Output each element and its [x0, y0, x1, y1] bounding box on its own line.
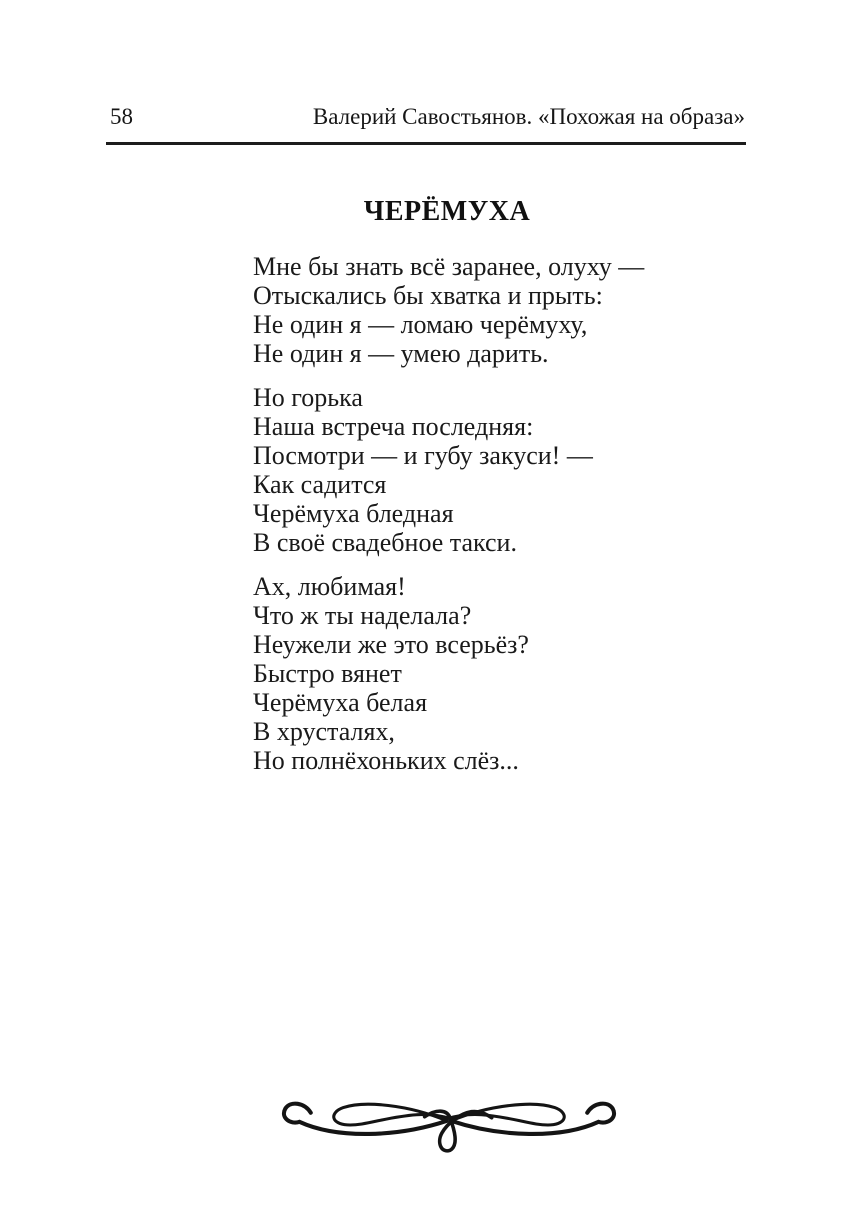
- poem-line: Как садится: [253, 470, 387, 499]
- poem-line: Не один я — умею дарить.: [253, 339, 549, 368]
- poem-line: Но полнёхоньких слёз...: [253, 746, 519, 775]
- poem-line: Не один я — ломаю черёмуху,: [253, 310, 588, 339]
- poem-line: Черёмуха бледная: [253, 499, 454, 528]
- flourish-ornament-icon: [266, 1090, 632, 1172]
- poem-line: Мне бы знать всё заранее, олуху —: [253, 252, 645, 281]
- poem-line: Наша встреча последняя:: [253, 412, 534, 441]
- poem-line: Быстро вянет: [253, 659, 402, 688]
- stanza-2: [253, 383, 644, 557]
- poem-line: Неужели же это всерьёз?: [253, 630, 529, 659]
- poem-line: Отыскались бы хватка и прыть:: [253, 281, 603, 310]
- stanza-1: [253, 252, 644, 368]
- page-number: 58: [110, 104, 133, 129]
- header-rule: [106, 142, 746, 145]
- poem-body: [253, 252, 644, 790]
- running-title: Валерий Савостьянов. «Похожая на образа»: [312, 104, 745, 129]
- poem-line: Посмотри — и губу закуси! —: [253, 441, 593, 470]
- poem-line: В своё свадебное такси.: [253, 528, 517, 557]
- poem-line: Ах, любимая!: [253, 572, 406, 601]
- poem-line: Что ж ты наделала?: [253, 601, 472, 630]
- poem-title: ЧЕРЁМУХА: [363, 196, 531, 227]
- poem-line: Черёмуха белая: [253, 688, 428, 717]
- stanza-3: [253, 572, 644, 775]
- poem-line: Но горька: [253, 383, 363, 412]
- poem-line: В хрусталях,: [253, 717, 395, 746]
